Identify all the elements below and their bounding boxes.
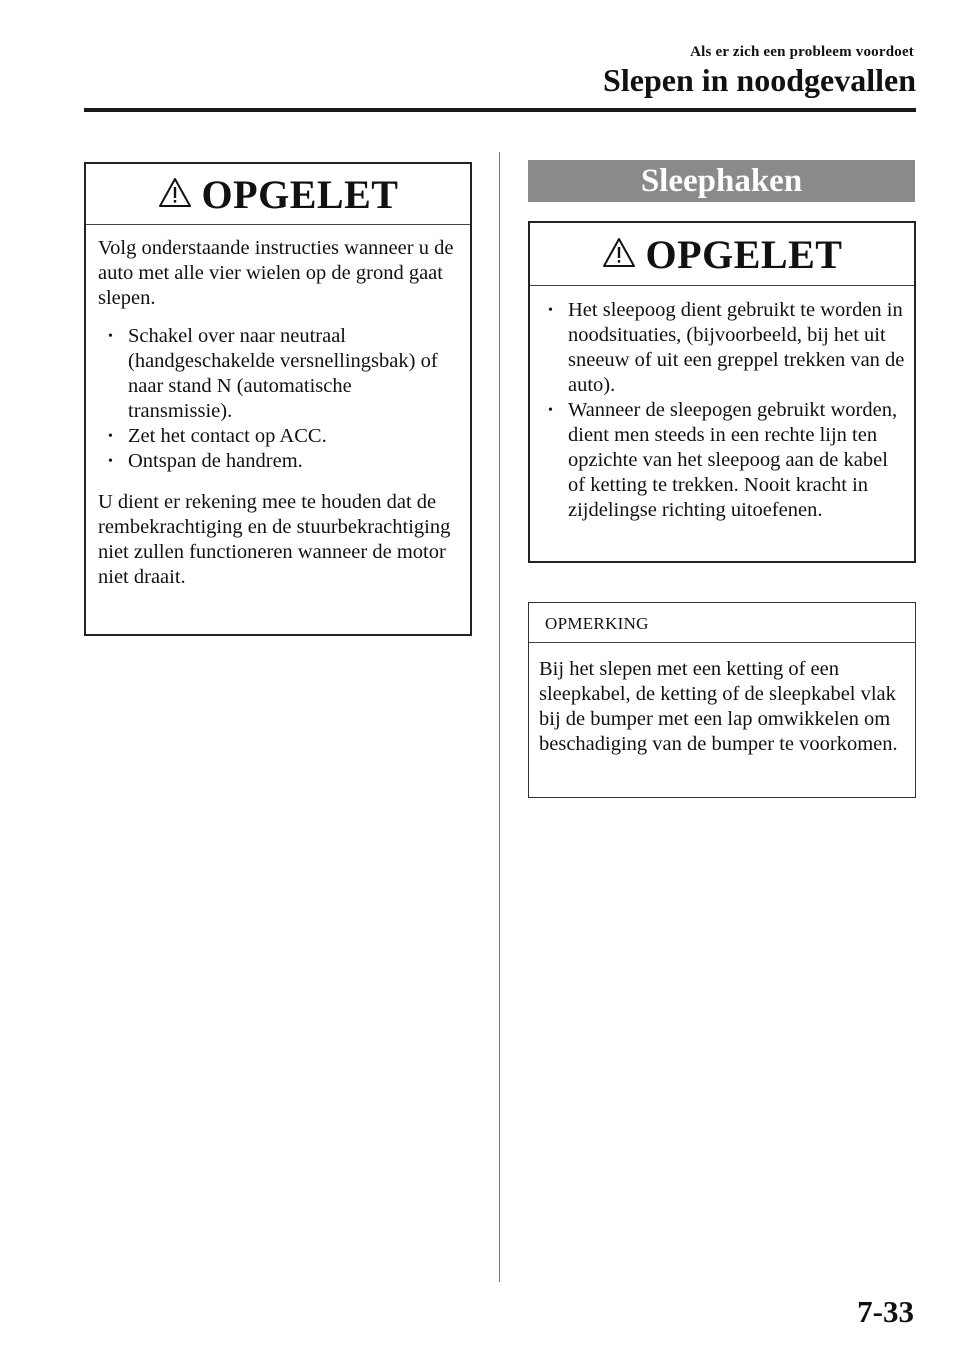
warning-triangle-icon [158, 177, 192, 208]
caution-bullet: • Wanneer de sleepogen gebruikt worden, dient men steeds in een rechte lijn ten opzichte van het sleepoog aan de kabel of ketting te trekken. Nooit kracht in zijdelingse richting uitoefenen. [538, 398, 906, 523]
caution-bullet-list [98, 324, 460, 474]
header-rule [84, 108, 916, 112]
caution-bullet: • Het sleepoog dient gebruikt te worden in noodsituaties, (bijvoorbeeld, bij het uit sneeuw of uit een greppel trekken van de auto). [538, 298, 906, 398]
caution-intro: Volg onderstaande instructies wanneer u de auto met alle vier wielen op de grond gaat slepen. [98, 237, 454, 309]
caution-title: OPGELET [201, 171, 399, 217]
caution-box-tow-hooks [528, 221, 916, 563]
caution-bullet: • Schakel over naar neutraal (handgeschakelde versnellingsbak) of naar stand N (automatische transmissie). [98, 324, 460, 424]
note-text: Bij het slepen met een ketting of een sleepkabel, de ketting of de sleepkabel vlak bij de bumper met een lap omwikkelen om beschadiging van de bumper te voorkomen. [539, 658, 898, 755]
caution-header [530, 223, 914, 286]
warning-triangle-icon [602, 237, 636, 268]
chapter-title: Als er zich een probleem voordoet [690, 44, 914, 60]
caution-title: OPGELET [645, 231, 843, 277]
caution-body [86, 225, 470, 590]
page-number: 7-33 [857, 1294, 914, 1329]
caution-box-towing [84, 162, 472, 636]
section-title: Slepen in noodgevallen [603, 62, 916, 98]
note-title: OPMERKING [529, 603, 915, 643]
caution-bullet: • Ontspan de handrem. [98, 449, 460, 474]
caution-body [530, 286, 914, 523]
section-heading-bar: Sleephaken [528, 160, 915, 202]
caution-header [86, 164, 470, 225]
column-divider [499, 152, 500, 1282]
caution-bullet-list [538, 298, 906, 523]
caution-outro: U dient er rekening mee te houden dat de rembekrachtiging en de stuurbekrachtiging niet zullen functioneren wanneer de motor niet draait. [98, 491, 451, 588]
note-box [528, 602, 916, 798]
caution-bullet: • Zet het contact op ACC. [98, 424, 460, 449]
